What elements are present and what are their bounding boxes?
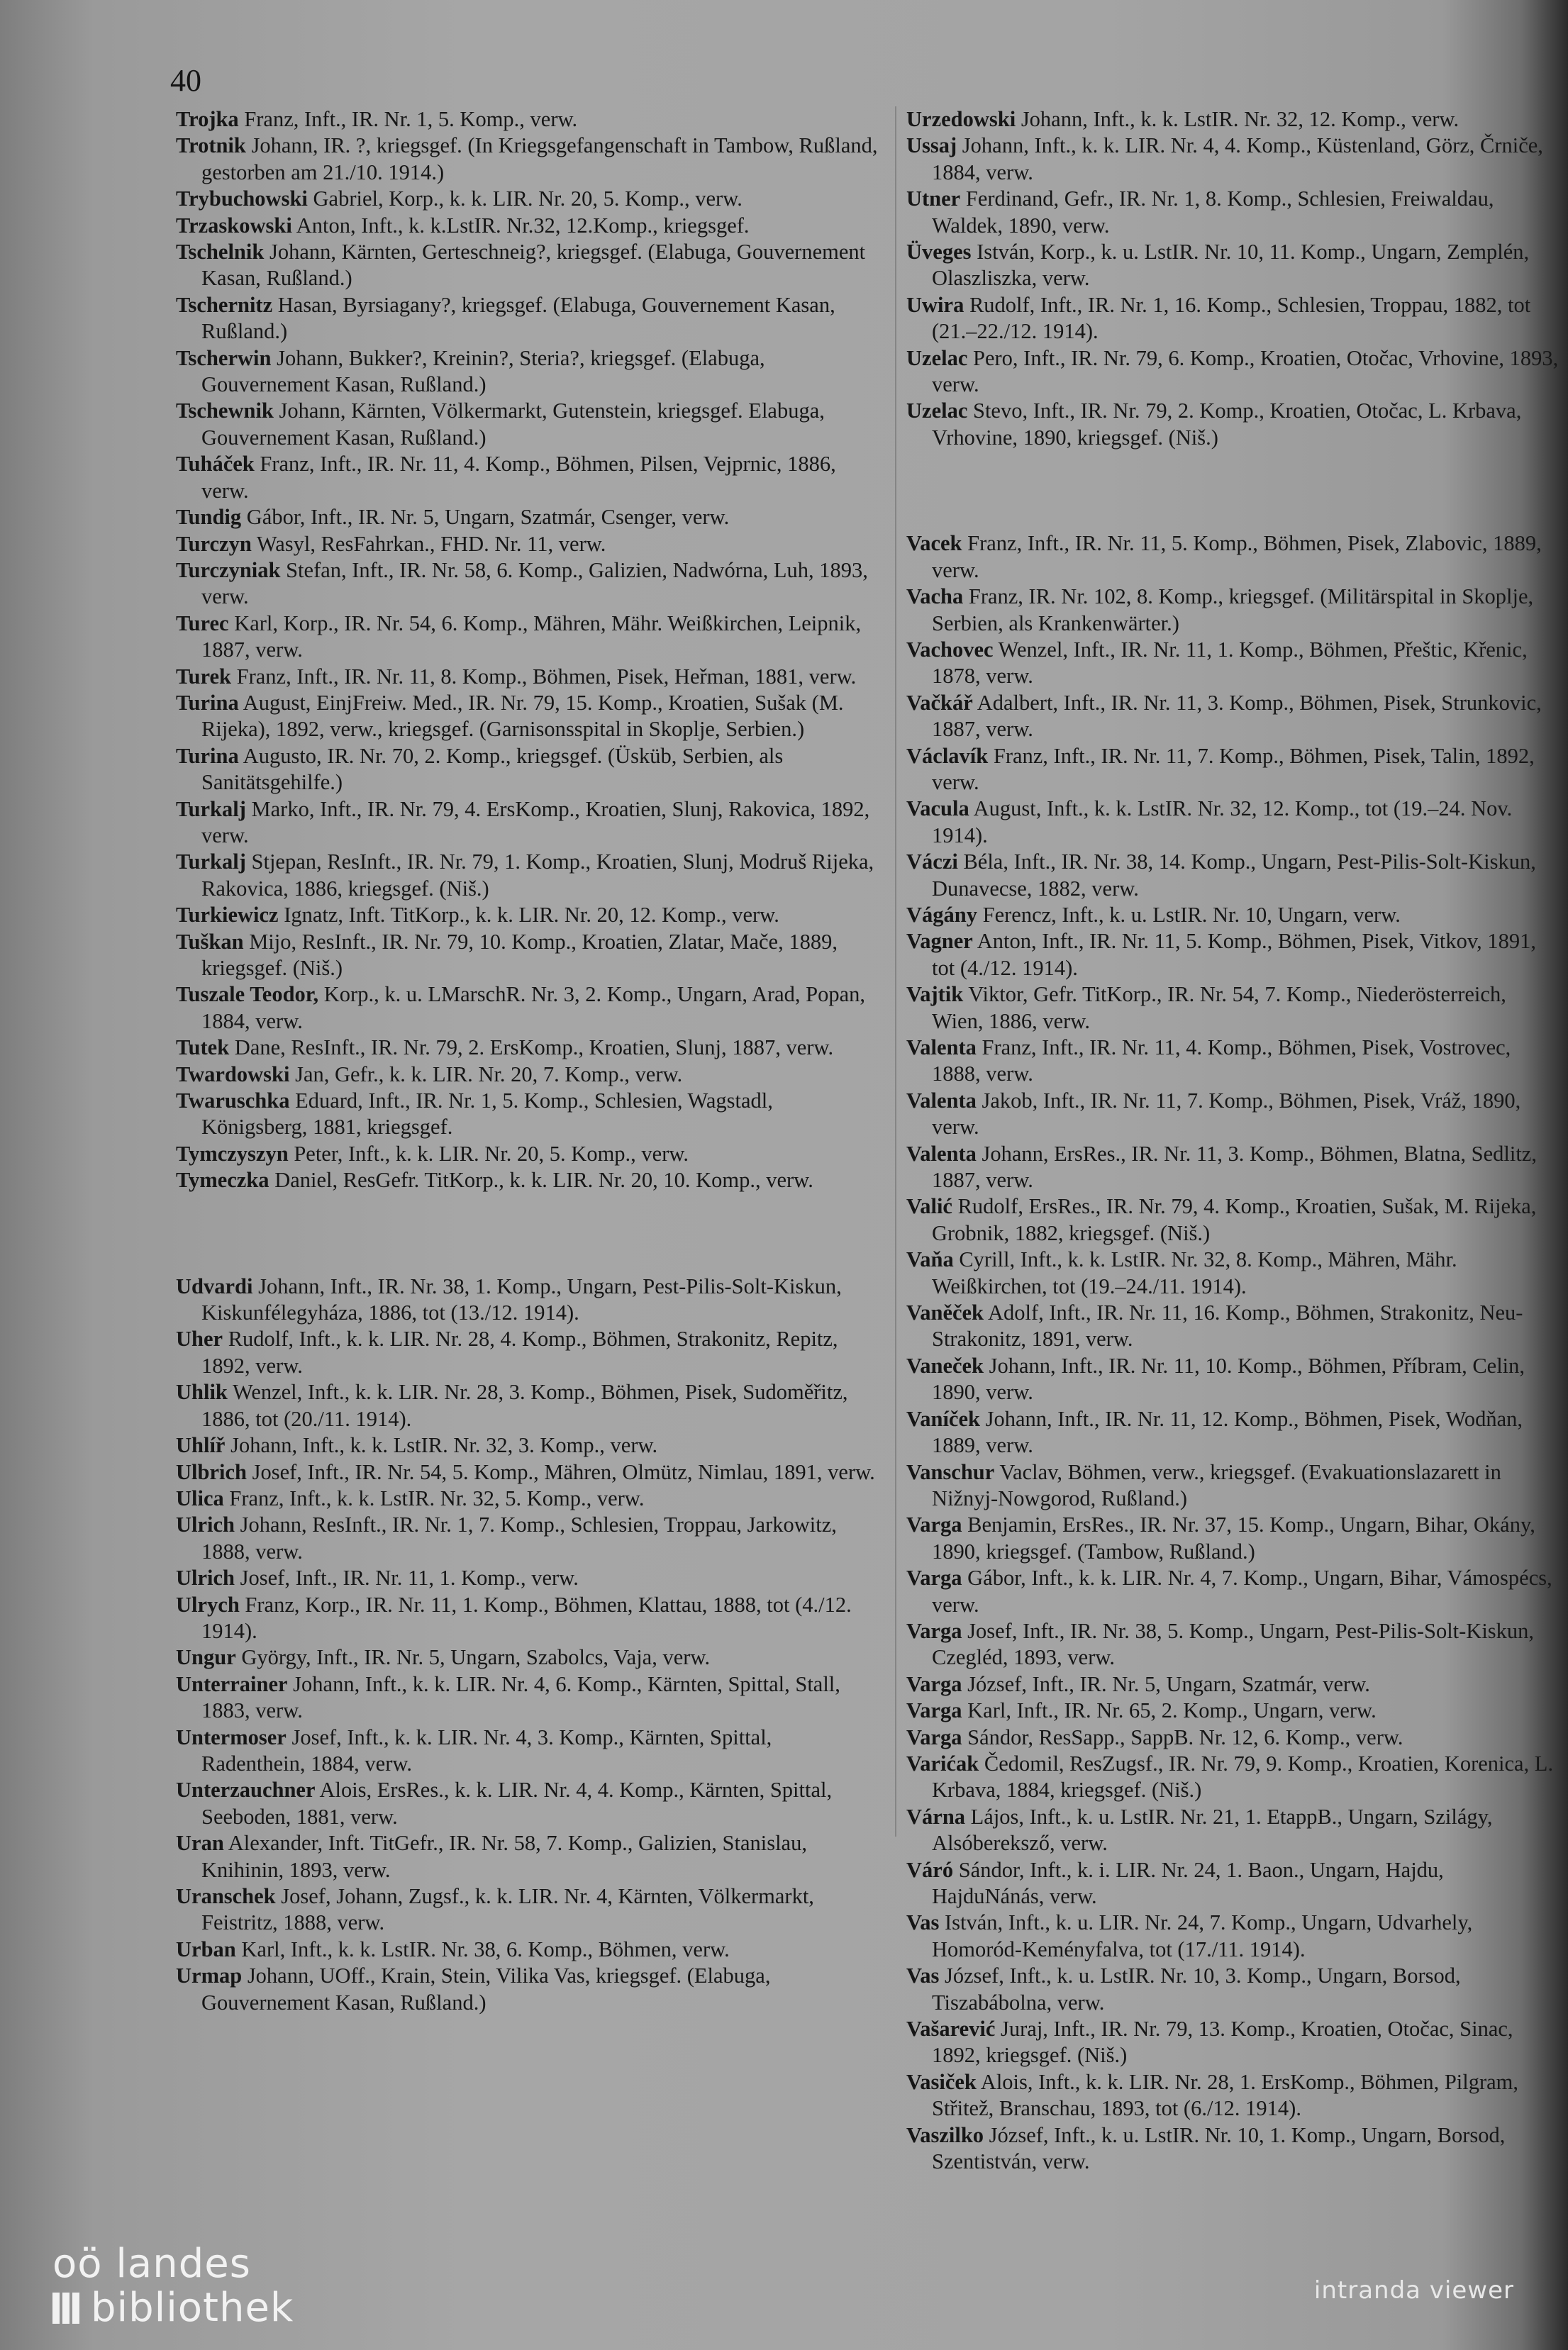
list-item <box>176 1035 878 1061</box>
entry-details: György, Inft., IR. Nr. 5, Ungarn, Szabolcs, Vaja, verw. <box>235 1645 711 1670</box>
entry-name: Vačkář <box>906 690 973 715</box>
list-item <box>906 106 1559 133</box>
entry-name: Trybuchowski <box>176 186 308 211</box>
entry-details: Jakob, Inft., IR. Nr. 11, 7. Komp., Böhmen, Pisek, Vráž, 1890, verw. <box>932 1088 1521 1140</box>
logo-line-1: oö landes <box>52 2241 251 2287</box>
entry-name: Vaňa <box>906 1247 954 1272</box>
list-item <box>176 239 878 292</box>
entry-details: Gabriel, Korp., k. k. LIR. Nr. 20, 5. Komp., verw. <box>307 186 743 211</box>
list-item <box>906 133 1559 186</box>
entry-details: Stjepan, ResInft., IR. Nr. 79, 1. Komp., Kroatien, Slunj, Modruš Rijeka, Rakovica, 1886, kriegsgef. (Niš.) <box>201 850 874 901</box>
list-item <box>176 398 878 451</box>
entry-name: Turina <box>176 743 239 768</box>
entry-details: Johann, Inft., k. k. LstIR. Nr. 32, 3. Komp., verw. <box>225 1433 658 1458</box>
entry-name: Varićak <box>906 1751 979 1776</box>
list-item <box>176 902 878 928</box>
entry-name: Vašarević <box>906 2017 996 2042</box>
entry-details: Johann, Inft., k. k. LstIR. Nr. 32, 12. Komp., verw. <box>1016 107 1459 131</box>
entry-name: Ulrych <box>176 1592 240 1617</box>
list-item <box>176 1326 878 1379</box>
entry-name: Ungur <box>176 1645 236 1670</box>
entry-details: Béla, Inft., IR. Nr. 38, 14. Komp., Ungarn, Pest-Pilis-Solt-Kiskun, Dunavecse, 1882, verw. <box>932 850 1536 901</box>
entry-name: Turczyn <box>176 531 252 556</box>
list-item <box>906 1141 1559 1194</box>
entry-details: Stevo, Inft., IR. Nr. 79, 2. Komp., Kroatien, Otočac, L. Krbava, Vrhovine, 1890, kriegsgef. (Niš.) <box>932 399 1522 450</box>
entry-name: Várna <box>906 1804 966 1829</box>
entry-details: Rudolf, Inft., IR. Nr. 1, 16. Komp., Schlesien, Troppau, 1882, tot (21.–22./12. 1914). <box>932 292 1531 344</box>
list-item <box>176 981 878 1035</box>
list-item <box>906 981 1559 1035</box>
list-item <box>176 1062 878 1088</box>
entry-name: Varga <box>906 1725 962 1749</box>
list-item <box>176 1963 878 2016</box>
list-item <box>176 1565 878 1591</box>
entry-name: Untermoser <box>176 1725 287 1749</box>
entry-name: Urzedowski <box>906 107 1016 131</box>
entry-name: Ulbrich <box>176 1459 247 1484</box>
list-item <box>906 1035 1559 1088</box>
entry-details: Marko, Inft., IR. Nr. 79, 4. ErsKomp., Kroatien, Slunj, Rakovica, 1892, verw. <box>201 796 870 847</box>
entry-name: Utner <box>906 186 961 211</box>
entry-name: Vacula <box>906 796 969 821</box>
list-item <box>906 1963 1559 2016</box>
entry-name: Vanschur <box>906 1459 995 1484</box>
entry-name: Üveges <box>906 240 972 264</box>
list-item <box>176 1486 878 1512</box>
entry-name: Vas <box>906 1964 940 1988</box>
entry-details: Josef, Inft., IR. Nr. 38, 5. Komp., Ungarn, Pest-Pilis-Solt-Kiskun, Czegléd, 1893, verw. <box>932 1618 1535 1670</box>
list-item <box>176 743 878 796</box>
entry-details: Franz, Inft., IR. Nr. 11, 7. Komp., Böhmen, Pisek, Talin, 1892, verw. <box>932 743 1535 794</box>
entry-name: Valenta <box>906 1035 977 1059</box>
list-item <box>906 1088 1559 1141</box>
entry-name: Varga <box>906 1671 962 1696</box>
entry-name: Tuháček <box>176 452 255 477</box>
entry-name: Turina <box>176 690 239 715</box>
entry-name: Vachovec <box>906 637 994 662</box>
entry-name: Tschewnik <box>176 399 274 423</box>
entry-name: Vasiček <box>906 2069 977 2094</box>
list-item <box>176 345 878 399</box>
list-item <box>176 1883 878 1937</box>
entry-details: Alexander, Inft. TitGefr., IR. Nr. 58, 7. Komp., Galizien, Stanislau, Knihinin, 1893, verw. <box>201 1831 807 1882</box>
entry-name: Tutek <box>176 1035 230 1060</box>
entry-details: August, Inft., k. k. LstIR. Nr. 32, 12. Komp., tot (19.–24. Nov. 1914). <box>932 796 1513 847</box>
entry-name: Uran <box>176 1831 224 1856</box>
entry-details: Lájos, Inft., k. u. LstIR. Nr. 21, 1. EtappB., Ungarn, Szilágy, Alsóbereksző, verw. <box>932 1804 1493 1856</box>
entry-details: Peter, Inft., k. k. LIR. Nr. 20, 5. Komp., verw. <box>288 1141 689 1166</box>
list-item <box>176 1777 878 1830</box>
entry-details: Ferdinand, Gefr., IR. Nr. 1, 8. Komp., Schlesien, Freiwaldau, Waldek, 1890, verw. <box>932 186 1494 238</box>
entry-name: Vas <box>906 1910 940 1935</box>
page-number: 40 <box>170 63 201 98</box>
list-item <box>906 1698 1559 1724</box>
entry-details: Rudolf, Inft., k. k. LIR. Nr. 28, 4. Komp., Böhmen, Strakonitz, Repitz, 1892, verw. <box>201 1327 838 1378</box>
list-item <box>906 1725 1559 1751</box>
list-item <box>176 213 878 239</box>
entry-details: Johann, UOff., Krain, Stein, Vilika Vas, kriegsgef. (Elabuga, Gouvernement Kasan, Rußland.) <box>201 1964 771 2015</box>
entry-name: Vacek <box>906 531 962 556</box>
entry-details: Gábor, Inft., IR. Nr. 5, Ungarn, Szatmár, Csenger, verw. <box>241 505 730 530</box>
list-item <box>906 1910 1559 1963</box>
entry-name: Turczyniak <box>176 557 281 582</box>
list-item <box>176 186 878 212</box>
entry-name: Urban <box>176 1937 236 1961</box>
list-item <box>176 292 878 345</box>
list-item <box>906 743 1559 796</box>
entry-details: Sándor, Inft., k. i. LIR. Nr. 24, 1. Baon., Ungarn, Hajdu, HajduNánás, verw. <box>932 1857 1444 1908</box>
entry-name: Varga <box>906 1513 962 1537</box>
list-item <box>906 345 1559 399</box>
entry-details: Čedomil, ResZugsf., IR. Nr. 79, 9. Komp., Kroatien, Korenica, L. Krbava, 1884, kriegsgef. (Niš.) <box>932 1751 1554 1803</box>
entry-details: József, Inft., IR. Nr. 5, Ungarn, Szatmár, verw. <box>962 1671 1370 1696</box>
entry-name: Uzelac <box>906 399 968 423</box>
list-item <box>176 1830 878 1883</box>
list-item <box>176 1512 878 1565</box>
viewer-footer <box>0 2237 1568 2350</box>
entry-name: Uhlik <box>176 1380 228 1405</box>
entry-name: Unterzauchner <box>176 1778 316 1803</box>
entry-name: Tschelnik <box>176 240 265 264</box>
entry-name: Trojka <box>176 107 239 131</box>
entry-details: Anton, Inft., IR. Nr. 11, 5. Komp., Böhmen, Pisek, Vitkov, 1891, tot (4./12. 1914). <box>932 929 1537 980</box>
list-item <box>176 133 878 186</box>
list-item <box>176 664 878 690</box>
entry-details: Wenzel, Inft., k. k. LIR. Nr. 28, 3. Komp., Böhmen, Pisek, Sudoměřitz, 1886, tot (20./11. 1914). <box>201 1380 848 1431</box>
entry-name: Tuszale Teodor, <box>176 982 319 1007</box>
entry-details: Mijo, ResInft., IR. Nr. 79, 10. Komp., Kroatien, Zlatar, Mače, 1889, kriegsgef. (Niš.) <box>201 929 838 980</box>
entry-details: Alois, ErsRes., k. k. LIR. Nr. 4, 4. Komp., Kärnten, Spittal, Seeboden, 1881, verw. <box>201 1778 833 1829</box>
entry-details: Dane, ResInft., IR. Nr. 79, 2. ErsKomp., Kroatien, Slunj, 1887, verw. <box>229 1035 834 1060</box>
entry-details: József, Inft., k. u. LstIR. Nr. 10, 3. Komp., Ungarn, Borsod, Tiszabábolna, verw. <box>932 1964 1461 2015</box>
entry-details: Franz, Inft., k. k. LstIR. Nr. 32, 5. Komp., verw. <box>223 1486 645 1510</box>
list-item <box>906 1671 1559 1698</box>
list-item <box>906 2069 1559 2122</box>
entry-details: Johann, Inft., k. k. LIR. Nr. 4, 4. Komp., Küstenland, Görz, Črniče, 1884, verw. <box>932 133 1543 184</box>
entry-details: Ignatz, Inft. TitKorp., k. k. LIR. Nr. 20, 12. Komp., verw. <box>278 903 779 928</box>
entry-name: Udvardi <box>176 1274 253 1298</box>
list-item <box>906 1300 1559 1353</box>
list-item <box>906 239 1559 292</box>
entry-name: Vajtik <box>906 982 964 1007</box>
entry-details: Rudolf, ErsRes., IR. Nr. 79, 4. Komp., Kroatien, Sušak, M. Rijeka, Grobnik, 1882, kriegsgef. (Niš.) <box>932 1194 1537 1245</box>
entry-details: Wenzel, Inft., IR. Nr. 11, 1. Komp., Böhmen, Přeštic, Křenic, 1878, verw. <box>932 637 1528 689</box>
right-column <box>906 106 1559 2175</box>
list-item <box>906 530 1559 584</box>
entry-name: Trzaskowski <box>176 213 292 238</box>
logo-line-2: bibliothek <box>91 2285 294 2331</box>
entry-details: Daniel, ResGefr. TitKorp., k. k. LIR. Nr. 20, 10. Komp., verw. <box>269 1168 813 1193</box>
entry-name: Turkalj <box>176 850 246 874</box>
entry-details: Josef, Inft., IR. Nr. 54, 5. Komp., Mähren, Olmütz, Nimlau, 1891, verw. <box>246 1459 875 1484</box>
entry-name: Vacha <box>906 584 964 609</box>
entry-details: Cyrill, Inft., k. k. LstIR. Nr. 32, 8. Komp., Mähren, Mähr. Weißkirchen, tot (19.–24./11. 1914). <box>932 1247 1457 1298</box>
entry-name: Ulrich <box>176 1566 235 1591</box>
entry-details: Franz, Inft., IR. Nr. 1, 5. Komp., verw. <box>238 107 578 131</box>
entry-name: Vagner <box>906 929 973 954</box>
entry-details: Johann, Kärnten, Gerteschneig?, kriegsgef. (Elabuga, Gouvernement Kasan, Rußland.) <box>201 240 866 291</box>
entry-details: Franz, Korp., IR. Nr. 11, 1. Komp., Böhmen, Klattau, 1888, tot (4./12. 1914). <box>201 1592 852 1643</box>
entry-name: Varga <box>906 1698 962 1723</box>
entry-name: Vágány <box>906 902 977 927</box>
entry-details: August, EinjFreiw. Med., IR. Nr. 79, 15. Komp., Kroatien, Sušak (M. Rijeka), 1892, verw., kriegsgef. (Garnisonsspital in Skoplje, Serbien.) <box>201 690 844 742</box>
list-item <box>906 1512 1559 1565</box>
list-item <box>176 451 878 504</box>
list-item <box>906 1618 1559 1671</box>
entry-details: Eduard, Inft., IR. Nr. 1, 5. Komp., Schlesien, Wagstadl, Königsberg, 1881, kriegsgef. <box>201 1088 773 1140</box>
left-column <box>176 106 878 2016</box>
list-item <box>176 929 878 982</box>
entry-details: Sándor, ResSapp., SappB. Nr. 12, 6. Komp., verw. <box>962 1725 1403 1749</box>
list-item <box>176 1167 878 1193</box>
entry-name: Trotnik <box>176 133 246 158</box>
list-item <box>176 1937 878 1963</box>
list-item <box>176 1459 878 1486</box>
entry-name: Vaszilko <box>906 2122 984 2147</box>
entry-name: Ulrich <box>176 1513 235 1537</box>
entry-details: Josef, Johann, Zugsf., k. k. LIR. Nr. 4, Kärnten, Völkermarkt, Feistritz, 1888, verw. <box>201 1884 814 1935</box>
list-item <box>176 849 878 902</box>
entry-details: Franz, Inft., IR. Nr. 11, 8. Komp., Böhmen, Pisek, Heřman, 1881, verw. <box>231 664 857 689</box>
list-item <box>906 2122 1559 2176</box>
list-item <box>906 398 1559 451</box>
entry-name: Tymczyszyn <box>176 1141 289 1166</box>
column-divider <box>895 106 896 1837</box>
entry-name: Vaneček <box>906 1353 984 1378</box>
entry-details: Anton, Inft., k. k.LstIR. Nr.32, 12.Komp., kriegsgef. <box>291 213 750 238</box>
entry-name: Váró <box>906 1857 954 1882</box>
entry-details: Viktor, Gefr. TitKorp., IR. Nr. 54, 7. Komp., Niederösterreich, Wien, 1886, verw. <box>932 982 1506 1033</box>
list-item <box>906 2016 1559 2069</box>
entry-details: Franz, IR. Nr. 102, 8. Komp., kriegsgef. (Militärspital in Skoplje, Serbien, als Krankenwärter.) <box>932 584 1534 635</box>
list-item <box>906 1857 1559 1910</box>
entry-details: Johann, Inft., IR. Nr. 11, 10. Komp., Böhmen, Příbram, Celin, 1890, verw. <box>932 1353 1525 1405</box>
entry-details: Jan, Gefr., k. k. LIR. Nr. 20, 7. Komp., verw. <box>289 1062 683 1086</box>
list-item <box>906 1406 1559 1459</box>
list-item <box>176 1671 878 1725</box>
list-item <box>176 1725 878 1778</box>
list-item <box>906 1565 1559 1618</box>
list-item <box>176 1274 878 1327</box>
list-item <box>176 690 878 743</box>
list-item <box>906 1804 1559 1857</box>
entry-name: Ulica <box>176 1486 224 1510</box>
list-item <box>906 1193 1559 1247</box>
entry-details: Hasan, Byrsiagany?, kriegsgef. (Elabuga, Gouvernement Kasan, Rußland.) <box>201 292 835 344</box>
library-logo[interactable] <box>52 2242 294 2330</box>
viewer-label: intranda viewer <box>1313 2276 1514 2305</box>
entry-name: Vaníček <box>906 1406 980 1431</box>
list-item <box>176 557 878 611</box>
entry-details: Benjamin, ErsRes., IR. Nr. 37, 15. Komp., Ungarn, Bihar, Okány, 1890, kriegsgef. (Tambow, Rußland.) <box>932 1513 1535 1564</box>
entry-details: Karl, Korp., IR. Nr. 54, 6. Komp., Mähren, Mähr. Weißkirchen, Leipnik, 1887, verw. <box>201 611 862 662</box>
entry-name: Tundig <box>176 505 242 530</box>
entry-details: Wasyl, ResFahrkan., FHD. Nr. 11, verw. <box>251 531 606 556</box>
entry-name: Tschernitz <box>176 292 273 317</box>
list-item <box>176 1432 878 1459</box>
list-item <box>906 796 1559 849</box>
list-item <box>176 1088 878 1141</box>
entry-name: Vaněček <box>906 1301 984 1325</box>
list-item <box>906 902 1559 928</box>
entry-name: Uwira <box>906 292 964 317</box>
entry-details: István, Korp., k. u. LstIR. Nr. 10, 11. Komp., Ungarn, Zemplén, Olaszliszka, verw. <box>932 240 1530 291</box>
list-item <box>906 1751 1559 1804</box>
entry-details: Gábor, Inft., k. k. LIR. Nr. 4, 7. Komp., Ungarn, Bihar, Vámospécs, verw. <box>932 1566 1552 1617</box>
entry-name: Uranschek <box>176 1884 276 1908</box>
entry-details: Johann, ResInft., IR. Nr. 1, 7. Komp., Schlesien, Troppau, Jarkowitz, 1888, verw. <box>201 1513 837 1564</box>
entry-name: Tymeczka <box>176 1168 269 1193</box>
list-item <box>906 1247 1559 1300</box>
entry-name: Valić <box>906 1194 952 1219</box>
entry-details: Johann, ErsRes., IR. Nr. 11, 3. Komp., Böhmen, Blatna, Sedlitz, 1887, verw. <box>932 1141 1537 1193</box>
entry-name: Turkalj <box>176 796 246 821</box>
logo-bars-icon <box>52 2286 85 2330</box>
entry-name: Turec <box>176 611 229 635</box>
entry-details: Johann, Bukker?, Kreinin?, Steria?, kriegsgef. (Elabuga, Gouvernement Kasan, Rußland.) <box>201 345 765 397</box>
entry-details: István, Inft., k. u. LIR. Nr. 24, 7. Komp., Ungarn, Udvarhely, Homoród-Keményfalva, tot (17./11. 1914). <box>932 1910 1473 1961</box>
list-item <box>176 504 878 530</box>
entry-details: Franz, Inft., IR. Nr. 11, 4. Komp., Böhmen, Pilsen, Vejprnic, 1886, verw. <box>201 452 836 503</box>
entry-details: Karl, Inft., IR. Nr. 65, 2. Komp., Ungarn, verw. <box>962 1698 1377 1723</box>
entry-details: Juraj, Inft., IR. Nr. 79, 13. Komp., Kroatien, Otočac, Sinac, 1892, kriegsgef. (Niš.) <box>932 2017 1513 2068</box>
entry-name: Václavík <box>906 743 989 768</box>
entry-details: Vaclav, Böhmen, verw., kriegsgef. (Evakuationslazarett in Nižnyj-Nowgorod, Rußland.) <box>932 1459 1501 1510</box>
list-item <box>906 849 1559 902</box>
entry-details: Franz, Inft., IR. Nr. 11, 5. Komp., Böhmen, Pisek, Zlabovic, 1889, verw. <box>932 531 1542 582</box>
entry-details: Pero, Inft., IR. Nr. 79, 6. Komp., Kroatien, Otočac, Vrhovine, 1893, verw. <box>932 345 1559 397</box>
list-item <box>906 928 1559 981</box>
list-item <box>176 1592 878 1645</box>
entry-name: Turkiewicz <box>176 903 279 928</box>
list-item <box>906 690 1559 743</box>
entry-details: Stefan, Inft., IR. Nr. 58, 6. Komp., Galizien, Nadwórna, Luh, 1893, verw. <box>201 557 868 609</box>
entry-name: Turek <box>176 664 231 689</box>
list-item <box>906 584 1559 637</box>
list-item <box>906 292 1559 345</box>
list-item <box>176 796 878 850</box>
entry-details: Johann, Inft., IR. Nr. 38, 1. Komp., Ungarn, Pest-Pilis-Solt-Kiskun, Kiskunfélegyháza, 1886, tot (13./12. 1914). <box>201 1274 842 1325</box>
list-item <box>906 1353 1559 1406</box>
entry-details: Korp., k. u. LMarschR. Nr. 3, 2. Komp., Ungarn, Arad, Popan, 1884, verw. <box>201 982 866 1033</box>
entry-name: Urmap <box>176 1964 243 1988</box>
section-gap <box>906 451 1559 530</box>
entry-details: Alois, Inft., k. k. LIR. Nr. 28, 1. ErsKomp., Böhmen, Pilgram, Střitež, Branschau, 1893, tot (6./12. 1914). <box>932 2069 1519 2121</box>
entry-details: Johann, IR. ?, kriegsgef. (In Kriegsgefangenschaft in Tambow, Rußland, gestorben am 21./10. 1914.) <box>201 133 878 184</box>
entry-name: Tscherwin <box>176 345 272 370</box>
entry-name: Varga <box>906 1618 962 1643</box>
list-item <box>176 1141 878 1167</box>
entry-details: Josef, Inft., IR. Nr. 11, 1. Komp., verw. <box>235 1566 579 1591</box>
entry-details: Johann, Inft., IR. Nr. 11, 12. Komp., Böhmen, Pisek, Wodňan, 1889, verw. <box>932 1406 1523 1458</box>
list-item <box>176 531 878 557</box>
entry-details: Josef, Inft., k. k. LIR. Nr. 4, 3. Komp., Kärnten, Spittal, Radenthein, 1884, verw. <box>201 1725 772 1776</box>
entry-name: Uzelac <box>906 345 968 370</box>
entry-details: Ferencz, Inft., k. u. LstIR. Nr. 10, Ungarn, verw. <box>977 902 1401 927</box>
entry-name: Ussaj <box>906 133 957 158</box>
entry-details: Johann, Kärnten, Völkermarkt, Gutenstein, kriegsgef. Elabuga, Gouvernement Kasan, Rußland.) <box>201 399 825 450</box>
entry-details: Karl, Inft., k. k. LstIR. Nr. 38, 6. Komp., Böhmen, verw. <box>235 1937 730 1961</box>
entry-details: Augusto, IR. Nr. 70, 2. Komp., kriegsgef. (Üsküb, Serbien, als Sanitätsgehilfe.) <box>201 743 784 795</box>
list-item <box>176 611 878 664</box>
entry-details: Johann, Inft., k. k. LIR. Nr. 4, 6. Komp., Kärnten, Spittal, Stall, 1883, verw. <box>201 1671 840 1723</box>
entry-name: Twaruschka <box>176 1088 290 1113</box>
entry-name: Varga <box>906 1566 962 1591</box>
entry-details: Franz, Inft., IR. Nr. 11, 4. Komp., Böhmen, Pisek, Vostrovec, 1888, verw. <box>932 1035 1511 1086</box>
list-item <box>906 637 1559 690</box>
entry-name: Uher <box>176 1327 223 1352</box>
entry-details: Adalbert, Inft., IR. Nr. 11, 3. Komp., Böhmen, Pisek, Strunkovic, 1887, verw. <box>932 690 1542 742</box>
list-item <box>906 186 1559 239</box>
list-item <box>176 1379 878 1432</box>
list-item <box>176 1644 878 1671</box>
entry-name: Tuškan <box>176 929 244 954</box>
entry-details: Adolf, Inft., IR. Nr. 11, 16. Komp., Böhmen, Strakonitz, Neu-Strakonitz, 1891, verw. <box>932 1301 1523 1352</box>
section-gap <box>176 1194 878 1274</box>
entry-details: József, Inft., k. u. LstIR. Nr. 10, 1. Komp., Ungarn, Borsod, Szentistván, verw. <box>932 2122 1506 2174</box>
entry-name: Uhlíř <box>176 1433 226 1458</box>
entry-name: Valenta <box>906 1088 977 1113</box>
entry-name: Unterrainer <box>176 1671 288 1696</box>
entry-name: Váczi <box>906 850 958 874</box>
list-item <box>906 1459 1559 1513</box>
list-item <box>176 106 878 133</box>
entry-name: Valenta <box>906 1141 977 1166</box>
entry-name: Twardowski <box>176 1062 290 1086</box>
